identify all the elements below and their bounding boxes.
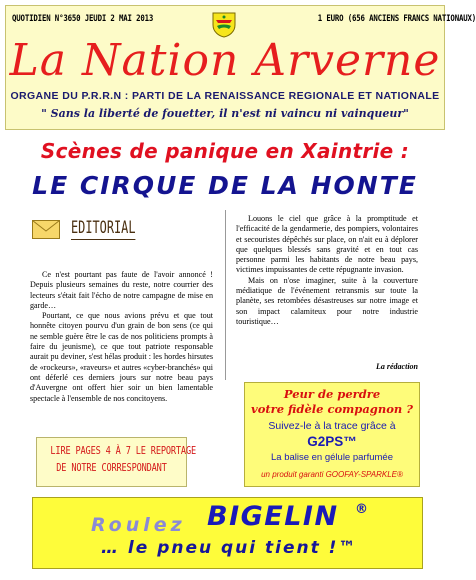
ad-text-line: La balise en gélule parfumée (270, 452, 393, 463)
callout-line: DE NOTRE CORRESPONDANT (56, 462, 167, 474)
editorial-paragraph: Pourtant, ce que nous avions prévu et que tout honnête citoyen pourvu d'un grain de bon sens (ce qui ne semble guère être le cas de nos politiciens prompts à faire du jeunisme), ce que tout patriote responsable aurait pu deviner, s'est hélas produit : les hordes hirsutes de «rockeurs», «raveurs» et autres «cyber-branchés» qui ont déferlé ces derniers jours sur notre beau pays d'Auvergne ont offert hier soir un bien lamentable spectacle à l'ensemble de nos concitoyens. (30, 311, 213, 403)
callout-line: LIRE PAGES 4 À 7 LE REPORTAGE (50, 445, 196, 457)
editorial-left-column (30, 270, 213, 404)
ad-slogan: … le pneu qui tient !™ (101, 538, 358, 558)
read-more-callout[interactable] (36, 437, 196, 487)
editorial-label: EDITORIAL (71, 218, 136, 238)
ad-guarantee-line: un produit garanti GOOFAY-SPARKLE® (261, 470, 403, 479)
editorial-right-column (236, 214, 418, 327)
ad-question-line: votre fidèle compagnon ? (251, 402, 413, 416)
column-divider (225, 210, 226, 380)
organ-subtitle: ORGANE DU P.R.R.N : PARTI DE LA RENAISSANCE REGIONALE ET NATIONALE (10, 90, 440, 102)
editorial-paragraph: Ce n'est pourtant pas faute de l'avoir annoncé ! Depuis plusieurs semaines du reste, notre courrier des lecteurs s'était fait l'écho de notre campagne de mise en garde… (30, 270, 213, 310)
newspaper-title: La Nation Arverne (9, 35, 441, 86)
editorial-paragraph: Louons le ciel que grâce à la promptitude et l'efficacité de la gendarmerie, des pompiers, volontaires et secouristes dépêchés sur place, on n'ait eu à déplorer que quelques blessés sans gravité et en tout cas personne parmi les habitants de notre beau pays, victimes impuissantes de cette répugnante invasion. (236, 214, 418, 275)
ad-brand-name: BIGELIN (207, 501, 339, 532)
editorial-paragraph: Mais on n'ose imaginer, suite à la couverture médiatique de l'événement retransmis sur toute la planète, ses retombées désastreuses sur notre image et son impact calamiteux pour notre industrie touristique… (236, 275, 418, 326)
g2ps-advertisement (244, 382, 420, 487)
ad-product-name: G2PS™ (307, 434, 357, 449)
bigelin-advertisement (32, 497, 423, 569)
editorial-signature: La rédaction (376, 362, 418, 371)
ad-text-line: Suivez-le à la trace grâce à (268, 420, 396, 432)
masthead (5, 5, 476, 130)
envelope-icon (32, 220, 60, 239)
registered-mark: ® (355, 502, 368, 517)
motto: " Sans la liberté de fouetter, il n'est ni vaincu ni vainqueur" (41, 107, 409, 120)
price-info: 1 EURO (656 ANCIENS FRANCS NATIONAUX) (317, 14, 476, 24)
kicker-headline: Scènes de panique en Xaintrie : (40, 139, 410, 163)
ad-roulez-text: Roulez (91, 514, 186, 536)
issue-info: QUOTIDIEN N°3650 JEUDI 2 MAI 2013 (12, 14, 154, 24)
main-headline: LE CIRQUE DE LA HONTE (32, 171, 418, 200)
ad-question-line: Peur de perdre (283, 387, 381, 401)
